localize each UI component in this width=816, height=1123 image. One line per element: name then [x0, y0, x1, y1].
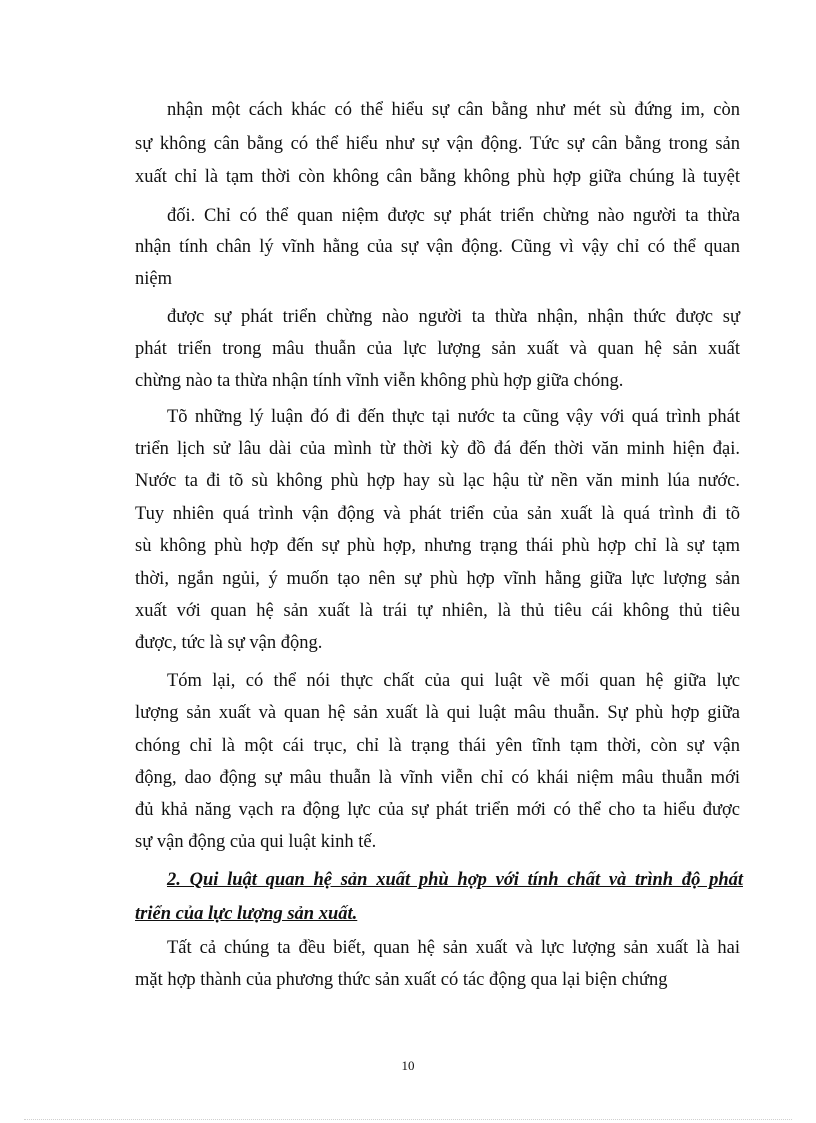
text-line: được, tức là sự vận động.	[135, 633, 323, 653]
page-edge-divider	[24, 1119, 792, 1120]
text-line: Tuy nhiên quá trình vận động và phát triển của sản xuất là quá trình đi tõ	[135, 504, 740, 524]
text-line: sự không cân bằng có thể hiểu như sự vận động. Tức sự cân bằng trong sản	[135, 134, 740, 154]
text-line: sù không phù hợp đến sự phù hợp, nhưng trạng thái phù hợp chỉ là sự tạm	[135, 536, 740, 556]
text-line: đủ khả năng vạch ra động lực của sự phát triển mới có thể cho ta hiểu được	[135, 800, 740, 820]
text-line: lượng sản xuất và quan hệ sản xuất là qui luật mâu thuẫn. Sự phù hợp giữa	[135, 703, 740, 723]
text-line: Tõ những lý luận đó đi đến thực tại nước ta cũng vậy với quá trình phát	[167, 407, 740, 427]
text-line: chóng chỉ là một cái trục, chỉ là trạng thái yên tĩnh tạm thời, còn sự vận	[135, 736, 740, 756]
text-line: niệm	[135, 269, 172, 289]
section-heading: 2. Qui luật quan hệ sản xuất phù hợp với tính chất và trình độ phát	[167, 870, 743, 890]
text-line: sự vận động của qui luật kinh tế.	[135, 832, 377, 852]
text-line: mặt hợp thành của phương thức sản xuất có tác động qua lại biện chứng	[135, 970, 668, 990]
text-line: xuất chỉ là tạm thời còn không cân bằng không phù hợp giữa chúng là tuyệt	[135, 167, 740, 187]
page-number: 10	[401, 1058, 415, 1073]
text-line: xuất với quan hệ sản xuất là trái tự nhiên, là thủ tiêu cái không thủ tiêu	[135, 601, 740, 621]
text-line: Tất cả chúng ta đều biết, quan hệ sản xuất và lực lượng sản xuất là hai	[167, 938, 740, 958]
text-line: triển lịch sử lâu dài của mình từ thời kỳ đồ đá đến thời văn minh hiện đại.	[135, 439, 740, 459]
text-line: nhận một cách khác có thể hiểu sự cân bằng như mét sù đứng im, còn	[167, 100, 740, 120]
text-line: được sự phát triển chừng nào người ta thừa nhận, nhận thức được sự	[167, 307, 740, 327]
section-heading: triển của lực lượng sản xuất.	[135, 904, 358, 924]
text-line: thời, ngắn ngủi, ý muốn tạo nên sự phù hợp vĩnh hằng giữa lực lượng sản	[135, 569, 740, 589]
text-line: Tóm lại, có thể nói thực chất của qui luật về mối quan hệ giữa lực	[167, 671, 740, 691]
text-line: phát triển trong mâu thuẫn của lực lượng sản xuất và quan hệ sản xuất	[135, 339, 740, 359]
text-line: động, dao động sự mâu thuẫn là vĩnh viễn chỉ có khái niệm mâu thuẫn mới	[135, 768, 740, 788]
text-line: đối. Chỉ có thể quan niệm được sự phát triển chừng nào người ta thừa	[167, 206, 740, 226]
text-line: chừng nào ta thừa nhận tính vĩnh viễn không phù hợp giữa chóng.	[135, 371, 624, 391]
text-line: Nước ta đi tõ sù không phù hợp hay sù lạc hậu từ nền văn minh lúa nước.	[135, 471, 740, 491]
text-line: nhận tính chân lý vĩnh hằng của sự vận động. Cũng vì vậy chỉ có thể quan	[135, 237, 740, 257]
